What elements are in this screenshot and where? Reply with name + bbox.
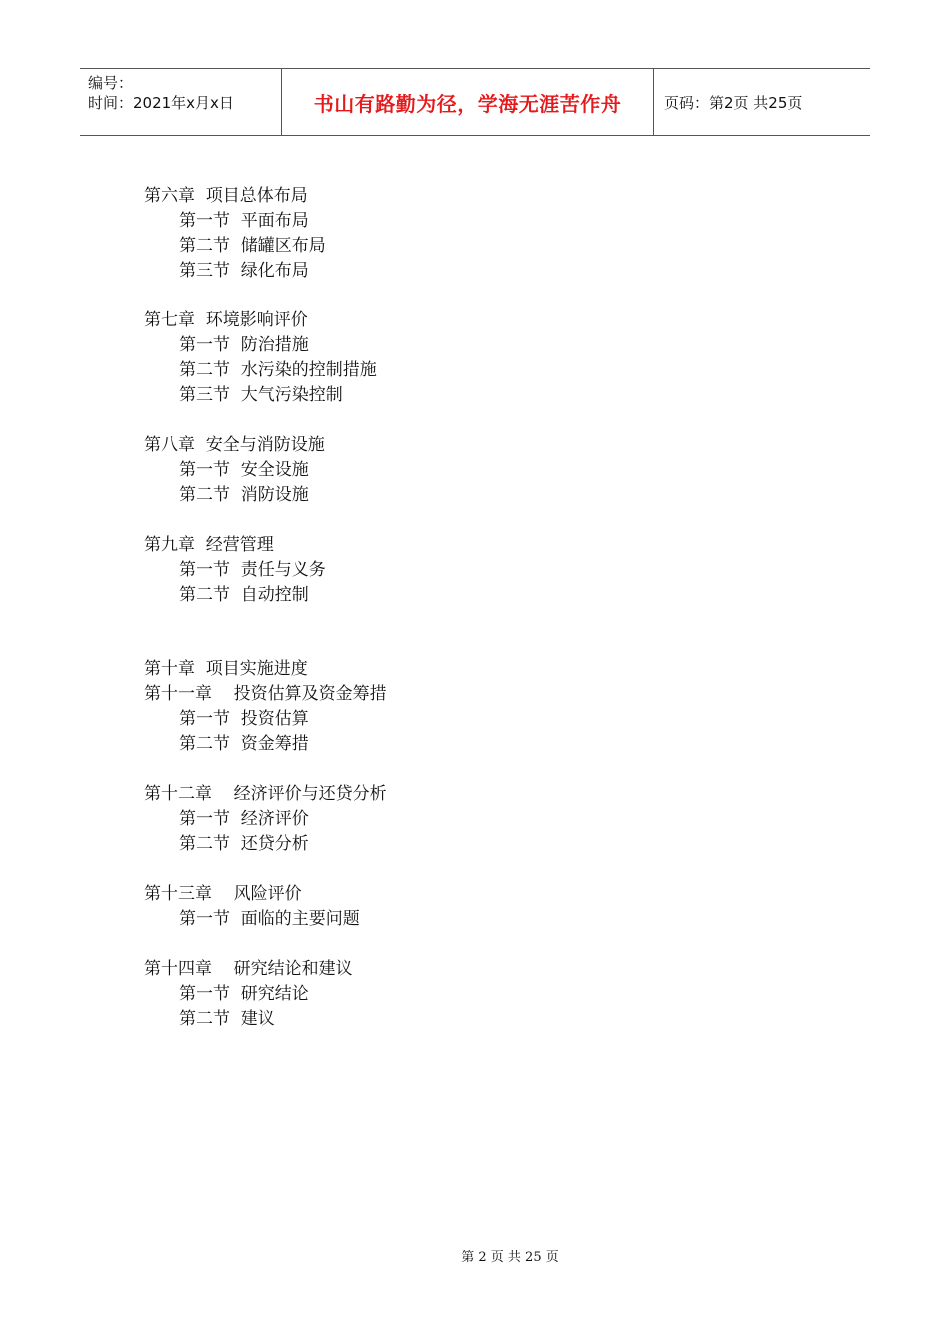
toc-section: 第二节 自动控制 — [179, 585, 309, 605]
time-label: 时间：2021年x月x日 — [88, 94, 234, 112]
toc-chapter: 第八章 安全与消防设施 — [144, 435, 325, 455]
toc-section: 第一节 安全设施 — [179, 460, 309, 480]
toc-section: 第三节 绿化布局 — [179, 261, 309, 281]
toc-section: 第二节 水污染的控制措施 — [179, 360, 377, 380]
toc-section: 第二节 资金筹措 — [179, 734, 309, 754]
toc-section: 第二节 建议 — [179, 1009, 275, 1029]
toc-section: 第一节 投资估算 — [179, 709, 309, 729]
toc-chapter: 第七章 环境影响评价 — [144, 310, 308, 330]
page-header — [80, 68, 870, 136]
toc-chapter: 第十三章 风险评价 — [144, 884, 302, 904]
number-label: 编号： — [88, 74, 134, 92]
toc-section: 第二节 消防设施 — [179, 485, 309, 505]
page-footer: 第 2 页 共 25 页 — [461, 1250, 559, 1265]
toc-chapter: 第十四章 研究结论和建议 — [144, 959, 353, 979]
toc-chapter: 第十二章 经济评价与还贷分析 — [144, 784, 387, 804]
toc-section: 第二节 储罐区布局 — [179, 236, 326, 256]
header-meta — [80, 69, 282, 135]
toc-chapter: 第六章 项目总体布局 — [144, 186, 308, 206]
toc-chapter: 第十章 项目实施进度 — [144, 659, 308, 679]
header-motto: 书山有路勤为径，学海无涯苦作舟 — [282, 69, 654, 135]
toc-section: 第一节 防治措施 — [179, 335, 309, 355]
toc-section: 第二节 还贷分析 — [179, 834, 309, 854]
toc-section: 第一节 面临的主要问题 — [179, 909, 360, 929]
toc-section: 第一节 责任与义务 — [179, 560, 326, 580]
toc-section: 第一节 经济评价 — [179, 809, 309, 829]
header-page-info: 页码：第2页 共25页 — [664, 93, 803, 112]
toc-section: 第一节 平面布局 — [179, 211, 309, 231]
toc-chapter: 第九章 经营管理 — [144, 535, 274, 555]
toc-section: 第三节 大气污染控制 — [179, 385, 343, 405]
toc-chapter: 第十一章 投资估算及资金筹措 — [144, 684, 387, 704]
toc-section: 第一节 研究结论 — [179, 984, 309, 1004]
